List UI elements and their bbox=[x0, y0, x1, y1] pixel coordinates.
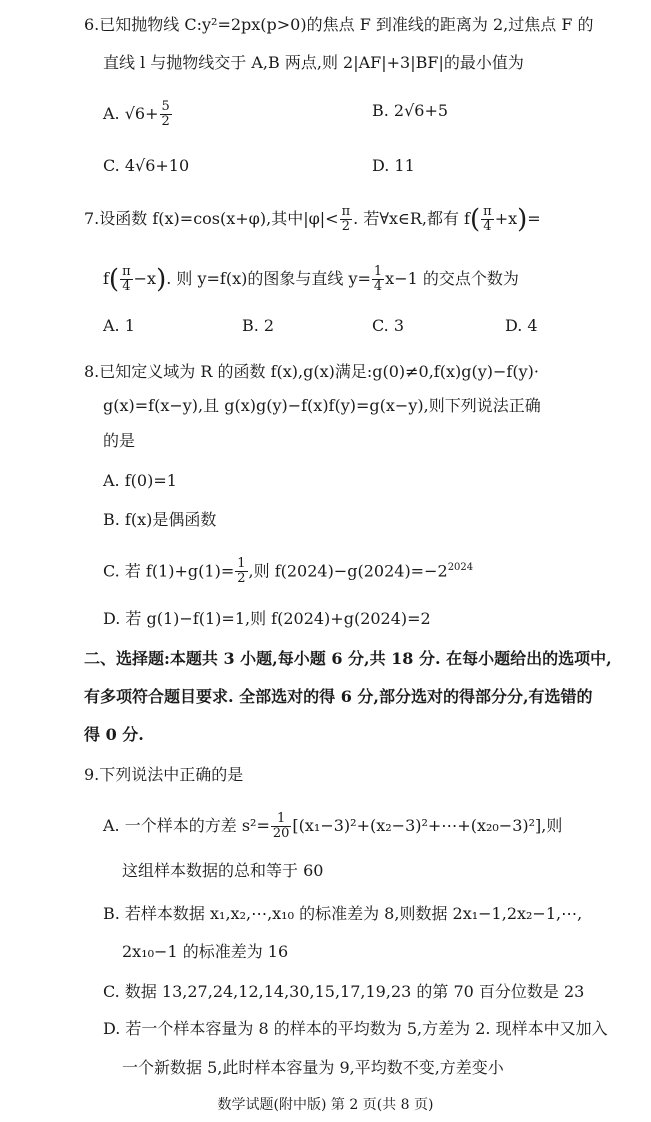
q9-option-a-fraction bbox=[271, 812, 292, 841]
q9-option-a-text: [(x₁−3)²+(x₂−3)²+⋯+(x₂₀−3)²],则 bbox=[292, 816, 563, 835]
q8-stem-line2: g(x)=f(x−y),且 g(x)g(y)−f(x)f(y)=g(x−y),则下列说法正确 bbox=[103, 396, 541, 415]
q6-stem-line2: 直线 l 与抛物线交于 A,B 两点,则 2|AF|+3|BF|的最小值为 bbox=[103, 53, 524, 72]
fraction-numerator: π bbox=[122, 264, 131, 279]
q8-option-b: B. f(x)是偶函数 bbox=[103, 510, 217, 529]
q8-option-c-fraction bbox=[235, 557, 247, 586]
q7-text: . 若∀x∈R,都有 f bbox=[353, 209, 470, 228]
fraction-numerator: π bbox=[483, 204, 492, 219]
fraction-denominator: 2 bbox=[237, 571, 246, 587]
left-paren: ( bbox=[469, 204, 481, 235]
q8-option-c-text: C. 若 f(1)+g(1)= bbox=[103, 561, 235, 581]
q8-option-a: A. f(0)=1 bbox=[103, 471, 177, 490]
fraction-numerator: 1 bbox=[373, 264, 383, 279]
q8-option-c bbox=[103, 557, 473, 586]
q9-option-b-line2: 2x₁₀−1 的标准差为 16 bbox=[122, 942, 289, 961]
fraction-numerator: 5 bbox=[161, 99, 170, 114]
q7-text: 7.设函数 f(x)=cos(x+φ),其中|φ|< bbox=[84, 209, 339, 228]
q8-option-c-text: ,则 f(2024)−g(2024)=−2 bbox=[248, 561, 448, 581]
q9-option-b-line1: B. 若样本数据 x₁,x₂,⋯,x₁₀ 的标准差为 8,则数据 2x₁−1,2x₂−1,⋯, bbox=[103, 904, 583, 923]
q7-fraction-1-4 bbox=[372, 265, 384, 294]
q7-text: −x bbox=[133, 269, 157, 288]
q6-stem-line1: 6.已知抛物线 C:y²=2px(p>0)的焦点 F 到准线的距离为 2,过焦点 F 的 bbox=[84, 15, 594, 34]
fraction-numerator: 1 bbox=[271, 812, 292, 827]
q9-option-a bbox=[103, 812, 562, 841]
fraction-denominator: 2 bbox=[341, 219, 350, 234]
q7-text: +x bbox=[494, 209, 518, 228]
q8-stem-line3: 的是 bbox=[103, 431, 136, 450]
fraction-numerator: 1 bbox=[237, 556, 246, 572]
right-paren: ) bbox=[156, 264, 167, 295]
q7-text: = bbox=[527, 209, 541, 228]
right-paren: ) bbox=[517, 204, 528, 235]
q7-text: f bbox=[103, 269, 109, 288]
q7-fraction-pi-2 bbox=[340, 205, 353, 234]
fraction-numerator: π bbox=[341, 204, 351, 219]
q9-option-a-text: A. 一个样本的方差 s²= bbox=[103, 816, 270, 835]
q7-option-c: C. 3 bbox=[372, 316, 405, 335]
fraction-denominator: 4 bbox=[122, 279, 131, 294]
exponent: 2024 bbox=[447, 562, 474, 573]
section2-heading-line1: 二、选择题:本题共 3 小题,每小题 6 分,共 18 分. 在每小题给出的选项中, bbox=[84, 649, 612, 668]
q9-stem: 9.下列说法中正确的是 bbox=[84, 765, 244, 784]
q9-option-d-line2: 一个新数据 5,此时样本容量为 9,平均数不变,方差变小 bbox=[122, 1058, 504, 1077]
q6-option-a bbox=[103, 100, 173, 129]
q7-option-d: D. 4 bbox=[505, 316, 538, 335]
q6-option-c: C. 4√6+10 bbox=[103, 156, 190, 175]
q9-option-d-line1: D. 若一个样本容量为 8 的样本的平均数为 5,方差为 2. 现样本中又加入 bbox=[103, 1019, 608, 1038]
page-footer: 数学试题(附中版) 第 2 页(共 8 页) bbox=[217, 1097, 434, 1113]
q9-option-a-line2: 这组样本数据的总和等于 60 bbox=[122, 861, 324, 880]
q6-option-d: D. 11 bbox=[372, 156, 415, 175]
q6-option-b: B. 2√6+5 bbox=[372, 101, 449, 120]
fraction-denominator: 20 bbox=[272, 826, 290, 841]
q7-fraction-pi-4 bbox=[481, 205, 494, 234]
q7-text: x−1 的交点个数为 bbox=[385, 269, 519, 288]
q7-option-a: A. 1 bbox=[103, 316, 135, 335]
section2-heading-line2: 有多项符合题目要求. 全部选对的得 6 分,部分选对的得部分分,有选错的 bbox=[84, 687, 593, 706]
q8-stem-line1: 8.已知定义域为 R 的函数 f(x),g(x)满足:g(0)≠0,f(x)g(y)−f(y)· bbox=[84, 362, 539, 381]
fraction-denominator: 4 bbox=[483, 219, 492, 234]
q7-stem-line1 bbox=[84, 205, 541, 234]
q6-option-a-text: A. √6+ bbox=[103, 104, 159, 123]
q7-stem-line2 bbox=[103, 265, 519, 294]
left-paren: ( bbox=[108, 264, 120, 295]
q8-option-d: D. 若 g(1)−f(1)=1,则 f(2024)+g(2024)=2 bbox=[103, 609, 431, 628]
q7-fraction-pi-4 bbox=[120, 265, 133, 294]
q6-option-a-fraction bbox=[160, 100, 172, 129]
fraction-denominator: 4 bbox=[373, 279, 383, 294]
q9-option-c: C. 数据 13,27,24,12,14,30,15,17,19,23 的第 70 百分位数是 23 bbox=[103, 982, 585, 1001]
q7-option-b: B. 2 bbox=[242, 316, 275, 335]
section2-heading-line3: 得 0 分. bbox=[84, 725, 144, 744]
q7-text: . 则 y=f(x)的图象与直线 y= bbox=[166, 269, 371, 288]
fraction-denominator: 2 bbox=[161, 114, 170, 129]
